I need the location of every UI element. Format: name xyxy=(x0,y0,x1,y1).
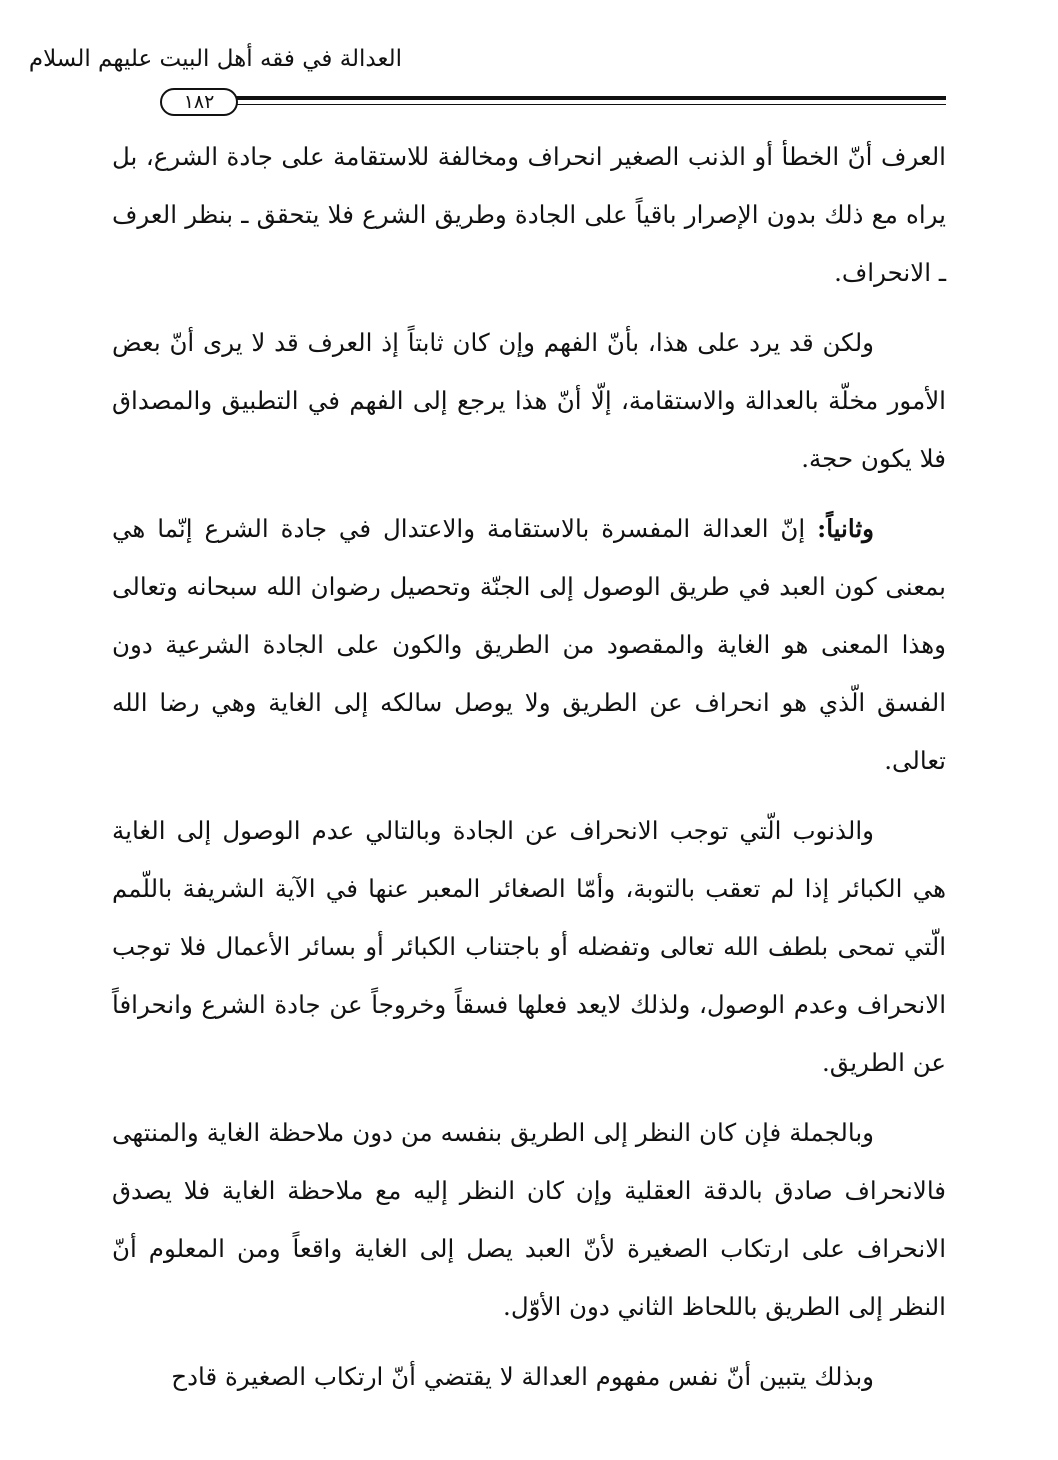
body-text xyxy=(112,128,946,1418)
paragraph-text: العرف أنّ الخطأ أو الذنب الصغير انحراف ومخالفة للاستقامة على جادة الشرع، بل يراه مع ذلك بدون الإصرار باقياً على الجادة وطريق الشرع فلا يتحقق ـ بنظر العرف ـ الانحراف. xyxy=(112,142,946,287)
paragraph xyxy=(112,128,946,302)
running-header-title: العدالة في فقه أهل البيت عليهم السلام xyxy=(28,46,402,72)
header-rule-thin xyxy=(234,104,946,105)
paragraph xyxy=(112,500,946,790)
paragraph-text: وبالجملة فإن كان النظر إلى الطريق بنفسه من دون ملاحظة الغاية والمنتهى فالانحراف صادق بالدقة العقلية وإن كان النظر إليه مع ملاحظة الغاية فلا يصدق الانحراف على ارتكاب الصغيرة لأنّ العبد يصل إلى الغاية واقعاً ومن المعلوم أنّ النظر إلى الطريق باللحاظ الثاني دون الأوّل. xyxy=(112,1118,946,1321)
paragraph xyxy=(112,802,946,1092)
paragraph xyxy=(112,314,946,488)
header-rule-thick xyxy=(234,96,946,100)
paragraph-lead: وثانياً: xyxy=(817,514,874,543)
paragraph xyxy=(112,1348,946,1406)
page-number-badge: ١٨٢ xyxy=(160,88,238,116)
paragraph-text: وبذلك يتبين أنّ نفس مفهوم العدالة لا يقتضي أنّ ارتكاب الصغيرة قادح xyxy=(171,1362,874,1391)
paragraph-text: والذنوب الّتي توجب الانحراف عن الجادة وبالتالي عدم الوصول إلى الغاية هي الكبائر إذا لم تعقب بالتوبة، وأمّا الصغائر المعبر عنها في الآية الشريفة باللّمم الّتي تمحى بلطف الله تعالى وتفضله أو باجتناب الكبائر أو بسائر الأعمال فلا توجب الانحراف وعدم الوصول، ولذلك لايعد فعلها فسقاً وخروجاً عن جادة الشرع وانحرافاً عن الطريق. xyxy=(112,816,946,1077)
paragraph-text: ولكن قد يرد على هذا، بأنّ الفهم وإن كان ثابتاً إذ العرف قد لا يرى أنّ بعض الأمور مخلّة بالعدالة والاستقامة، إلّا أنّ هذا يرجع إلى الفهم في التطبيق والمصداق فلا يكون حجة. xyxy=(112,328,946,473)
paragraph xyxy=(112,1104,946,1336)
paragraph-text: إنّ العدالة المفسرة بالاستقامة والاعتدال في جادة الشرع إنّما هي بمعنى كون العبد في طريق الوصول إلى الجنّة وتحصيل رضوان الله سبحانه وتعالى وهذا المعنى هو الغاية والمقصود من الطريق والكون على الجادة الشرعية دون الفسق الّذي هو انحراف عن الطريق ولا يوصل سالكه إلى الغاية وهي رضا الله تعالى. xyxy=(112,514,946,775)
